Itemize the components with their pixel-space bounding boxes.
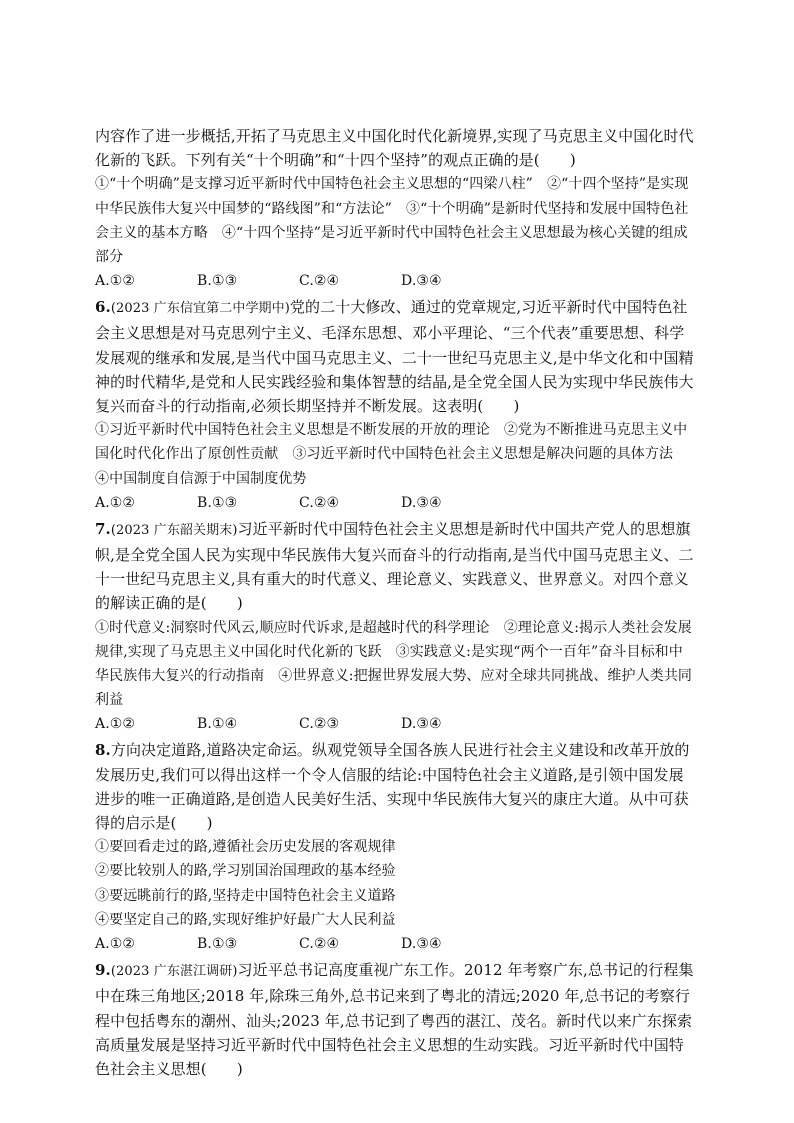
choice-a[interactable]: A.①②: [95, 716, 136, 733]
question-9: [95, 958, 695, 1081]
question-statement: ②要比较别人的路,学习别国治国理政的基本经验: [95, 863, 396, 880]
question-statement: ①习近平新时代中国特色社会主义思想是不断发展的开放的理论 ②党为不断推进马克思主义中国化时代化作出了原创性贡献 ③习近平新时代中国特色社会主义思想是解决问题的具体方法: [95, 422, 688, 463]
question-number: 6.: [95, 298, 111, 317]
question-text: 方向决定道路,道路决定命运。纵观党领导全国各族人民进行社会主义建设和改革开放的发展历史,我们可以得出这样一个令人信服的结论:中国特色社会主义道路,是引领中国发展进步的唯一正确道路,是创造人民美好生活、实现中华民族伟大复兴的康庄大道。从中可获得的启示是( ): [95, 741, 690, 833]
choice-b[interactable]: B.①③: [197, 494, 238, 511]
question-5-continuation: [95, 124, 695, 293]
choice-d[interactable]: D.③④: [401, 716, 442, 733]
question-statement: ④要坚定自己的路,实现好维护好最广大人民利益: [95, 911, 396, 928]
question-text: 党的二十大修改、通过的党章规定,习近平新时代中国特色社会主义思想是对马克思列宁主义、毛泽东思想、邓小平理论、“三个代表”重要思想、科学发展观的继承和发展,是当代中国马克思主义、二十一世纪马克思主义,是中华文化和中国精神的时代精华,是党和人民实践经验和集体智慧的结晶,是全党全国人民为实现中华民族伟大复兴而奋斗的行动指南,必须长期坚持并不断发展。这表明( ): [95, 298, 694, 416]
answer-choices: [95, 269, 695, 293]
choice-c[interactable]: C.②③: [299, 716, 340, 733]
choice-a[interactable]: A.①②: [95, 494, 136, 511]
question-stem: [95, 738, 695, 835]
choice-c[interactable]: C.②④: [299, 494, 340, 511]
question-number: 9.: [95, 961, 111, 980]
question-statement: ④中国制度自信源于中国制度优势: [95, 470, 307, 487]
question-statement: ①要回看走过的路,遵循社会历史发展的客观规律: [95, 839, 396, 856]
question-source: (2023 广东湛江调研): [110, 964, 238, 980]
question-stem: 内容作了进一步概括,开拓了马克思主义中国化时代化新境界,实现了马克思主义中国化时代化新的飞跃。下列有关“十个明确”和“十四个坚持”的观点正确的是( ): [95, 127, 694, 170]
question-stem: [95, 295, 695, 418]
question-text: 习近平总书记高度重视广东工作。2012 年考察广东,总书记的行程集中在珠三角地区;2018 年,除珠三角外,总书记来到了粤北的清远;2020 年,总书记的考察行程中包括粤东的潮州、汕头;2023 年,总书记到了粤西的湛江、茂名。新时代以来广东探索高质量发展是坚持习近平新时代中国特色社会主义思想的生动实践。习近平新时代中国特色社会主义思想( ): [95, 961, 694, 1078]
question-text: 习近平新时代中国特色社会主义思想是新时代中国共产党人的思想旗帜,是全党全国人民为实现中华民族伟大复兴而奋斗的行动指南,是当代中国马克思主义、二十一世纪马克思主义,具有重大的时代意义、理论意义、实践意义、世界意义。对四个意义的解读正确的是( ): [95, 519, 694, 613]
question-6: [95, 295, 695, 515]
question-statements: ①“十个明确”是支撑习近平新时代中国特色社会主义思想的“四梁八柱” ②“十四个坚持”是实现中华民族伟大复兴中国梦的“路线图”和“方法论” ③“十个明确”是新时代坚持和发展中国特色社会主义的基本方略 ④“十四个坚持”是习近平新时代中国特色社会主义思想最为核心关键的组成部分: [95, 176, 689, 266]
answer-choices: [95, 712, 695, 736]
question-number: 7.: [95, 519, 111, 538]
question-stem: [95, 958, 695, 1081]
answer-choices: [95, 491, 695, 515]
question-source: (2023 广东韶关期末): [110, 522, 238, 538]
question-content: [95, 122, 695, 1081]
choice-c[interactable]: C.②④: [299, 936, 340, 953]
question-statement: ①时代意义:洞察时代风云,顺应时代诉求,是超越时代的科学理论 ②理论意义:揭示人类社会发展规律,实现了马克思主义中国化时代化新的飞跃 ③实践意义:是实现“两个一百年”奋斗目标和中华民族伟大复兴的行动指南 ④世界意义:把握世界发展大势、应对全球共同挑战、维护人类共同利益: [95, 619, 693, 709]
choice-a[interactable]: A.①②: [95, 273, 136, 290]
choice-a[interactable]: A.①②: [95, 936, 136, 953]
question-7: [95, 517, 695, 737]
choice-d[interactable]: D.③④: [401, 494, 442, 511]
question-source: (2023 广东信宜第二中学期中): [110, 301, 290, 317]
choice-b[interactable]: B.①③: [197, 273, 238, 290]
answer-choices: [95, 932, 695, 956]
choice-b[interactable]: B.①③: [197, 936, 238, 953]
choice-d[interactable]: D.③④: [401, 936, 442, 953]
question-number: 8.: [95, 741, 111, 760]
question-statement: ③要远眺前行的路,坚持走中国特色社会主义道路: [95, 887, 396, 904]
question-8: [95, 738, 695, 956]
choice-d[interactable]: D.③④: [401, 273, 442, 290]
choice-b[interactable]: B.①④: [197, 716, 238, 733]
choice-c[interactable]: C.②④: [299, 273, 340, 290]
question-stem: [95, 517, 695, 616]
